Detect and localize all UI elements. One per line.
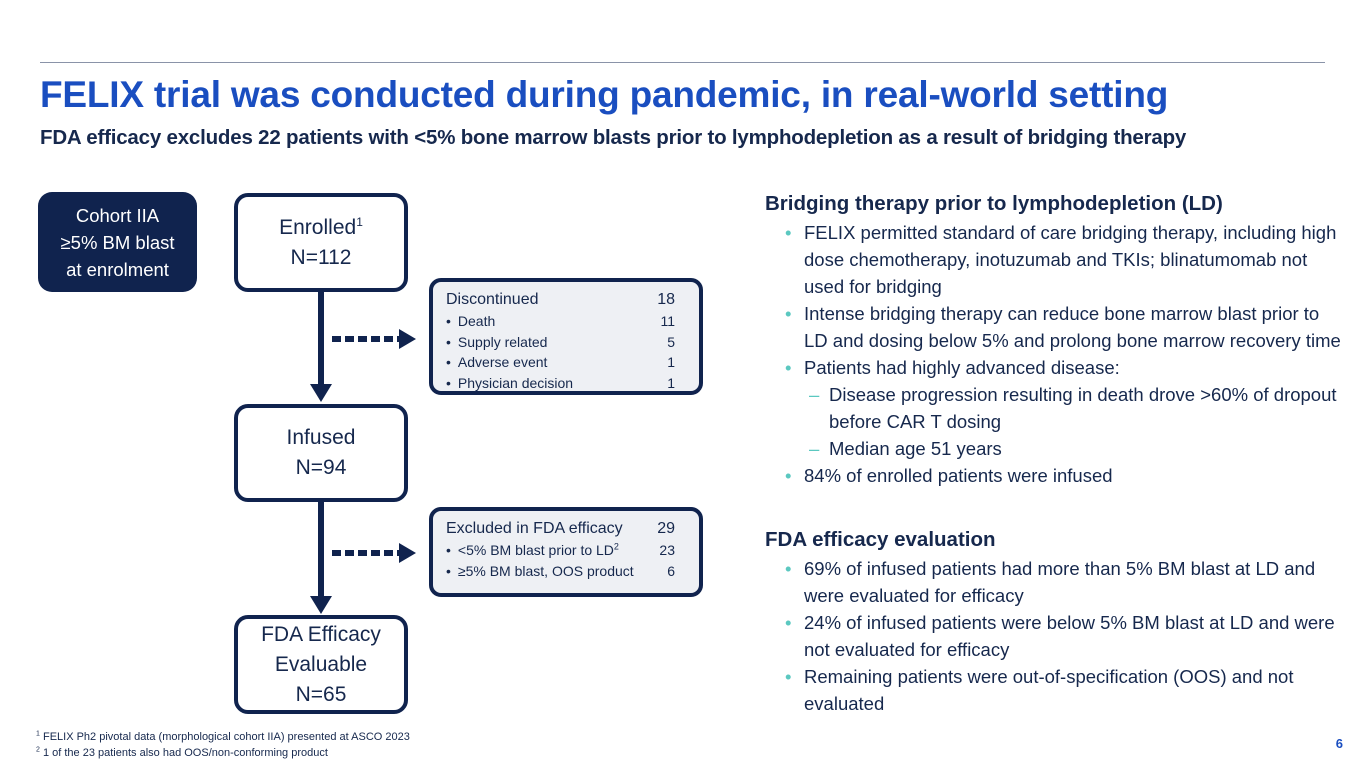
section-spacer <box>765 489 1345 525</box>
commentary-column <box>765 189 1345 717</box>
discontinued-reason: • Death <box>446 311 495 332</box>
enrolled-box <box>234 193 408 292</box>
discontinued-count: 1 <box>667 354 675 370</box>
arrow-down-icon <box>310 596 332 614</box>
cohort-line-3: at enrolment <box>66 258 169 280</box>
excluded-header <box>446 517 675 540</box>
excluded-count: 23 <box>659 542 675 558</box>
evaluable-count: N=65 <box>295 682 347 706</box>
discontinued-count: 11 <box>660 313 675 329</box>
excluded-reason-line <box>446 540 619 561</box>
excluded-count: 6 <box>667 562 675 579</box>
excluded-total: 29 <box>657 520 675 537</box>
infused-box <box>234 404 408 502</box>
discontinued-reason: • Supply related <box>446 332 547 353</box>
list-item <box>446 561 675 582</box>
fda-evaluation-bullet: • 69% of infused patients had more than 5% BM blast at LD and were evaluated for efficacy <box>765 555 1345 609</box>
discontinued-label: Discontinued <box>446 291 539 308</box>
bridging-bullet: • FELIX permitted standard of care bridging therapy, including high dose chemotherapy, inotuzumab and TKIs; blinatumomab not used for bridging <box>765 219 1345 300</box>
enrolled-count: N=112 <box>290 245 352 269</box>
fda-evaluation-bullet: • Remaining patients were out-of-specification (OOS) and not evaluated <box>765 663 1345 717</box>
slide-subtitle: FDA efficacy excludes 22 patients with <5% bone marrow blasts prior to lymphodepletion as a result of bridging therapy <box>40 126 1187 149</box>
footnote-text: 1 of the 23 patients also had OOS/non-conforming product <box>42 746 328 759</box>
bridging-bullet: • Patients had highly advanced disease: <box>765 354 1345 381</box>
flow-connector-infused-evaluable <box>318 502 324 597</box>
discontinued-count: 1 <box>667 374 675 391</box>
excluded-reason: • ≥5% BM blast, OOS product <box>446 561 634 582</box>
bridging-sub-bullet: – Disease progression resulting in death drove >60% of dropout before CAR T dosing <box>765 381 1345 435</box>
excluded-box <box>429 507 703 597</box>
discontinued-count: 5 <box>667 333 675 350</box>
discontinued-reason: • Physician decision <box>446 373 573 394</box>
bridging-bullet: • Intense bridging therapy can reduce bone marrow blast prior to LD and dosing below 5% and prolong bone marrow recovery time <box>765 300 1345 354</box>
list-item <box>446 373 675 394</box>
arrow-right-icon <box>399 543 416 563</box>
cohort-line-1: Cohort IIA <box>75 204 160 226</box>
discontinued-total: 18 <box>657 291 675 308</box>
excluded-label: Excluded in FDA efficacy <box>446 520 623 537</box>
footnote <box>36 746 410 762</box>
cohort-line-2: ≥5% BM blast <box>60 231 175 253</box>
evaluable-box <box>234 615 408 714</box>
discontinued-reason: • Adverse event <box>446 352 547 373</box>
footnote-marker: 2 <box>36 745 40 753</box>
footnotes <box>36 730 410 761</box>
list-item <box>446 352 675 373</box>
cohort-box <box>38 192 197 292</box>
infused-count: N=94 <box>295 456 347 479</box>
slide-title: FELIX trial was conducted during pandemic, in real-world setting <box>40 74 1169 115</box>
list-item <box>446 540 675 561</box>
page-number: 6 <box>1335 736 1343 751</box>
infused-label: Infused <box>286 426 356 449</box>
excluded-footnote-ref: 2 <box>613 541 619 552</box>
arrow-down-icon <box>310 384 332 402</box>
fda-evaluation-bullet: • 24% of infused patients were below 5% BM blast at LD and were not evaluated for efficacy <box>765 609 1345 663</box>
bridging-sub-bullet: – Median age 51 years <box>765 435 1345 462</box>
enrolled-label-line <box>238 213 404 243</box>
arrow-right-icon <box>399 329 416 349</box>
discontinued-header <box>446 288 675 311</box>
enrolled-label: Enrolled <box>279 215 357 239</box>
bridging-heading: Bridging therapy prior to lymphodepletion (LD) <box>765 192 1223 215</box>
top-divider <box>40 62 1325 63</box>
list-item <box>446 311 675 332</box>
flow-connector-enrolled-infused <box>318 292 324 386</box>
evaluable-line-2: Evaluable <box>274 652 368 676</box>
dotted-connector-excluded <box>332 550 400 556</box>
fda-evaluation-heading: FDA efficacy evaluation <box>765 528 996 551</box>
bridging-bullet: • 84% of enrolled patients were infused <box>765 462 1345 489</box>
dotted-connector-discontinued <box>332 336 400 342</box>
footnote-marker: 1 <box>36 730 40 738</box>
excluded-reason: <5% BM blast prior to LD <box>457 542 614 558</box>
footnote <box>36 730 410 746</box>
enrolled-footnote-ref: 1 <box>356 214 363 229</box>
evaluable-line-1: FDA Efficacy <box>261 622 381 646</box>
footnote-text: FELIX Ph2 pivotal data (morphological cohort IIA) presented at ASCO 2023 <box>42 731 410 743</box>
list-item <box>446 332 675 353</box>
discontinued-box <box>429 278 703 395</box>
